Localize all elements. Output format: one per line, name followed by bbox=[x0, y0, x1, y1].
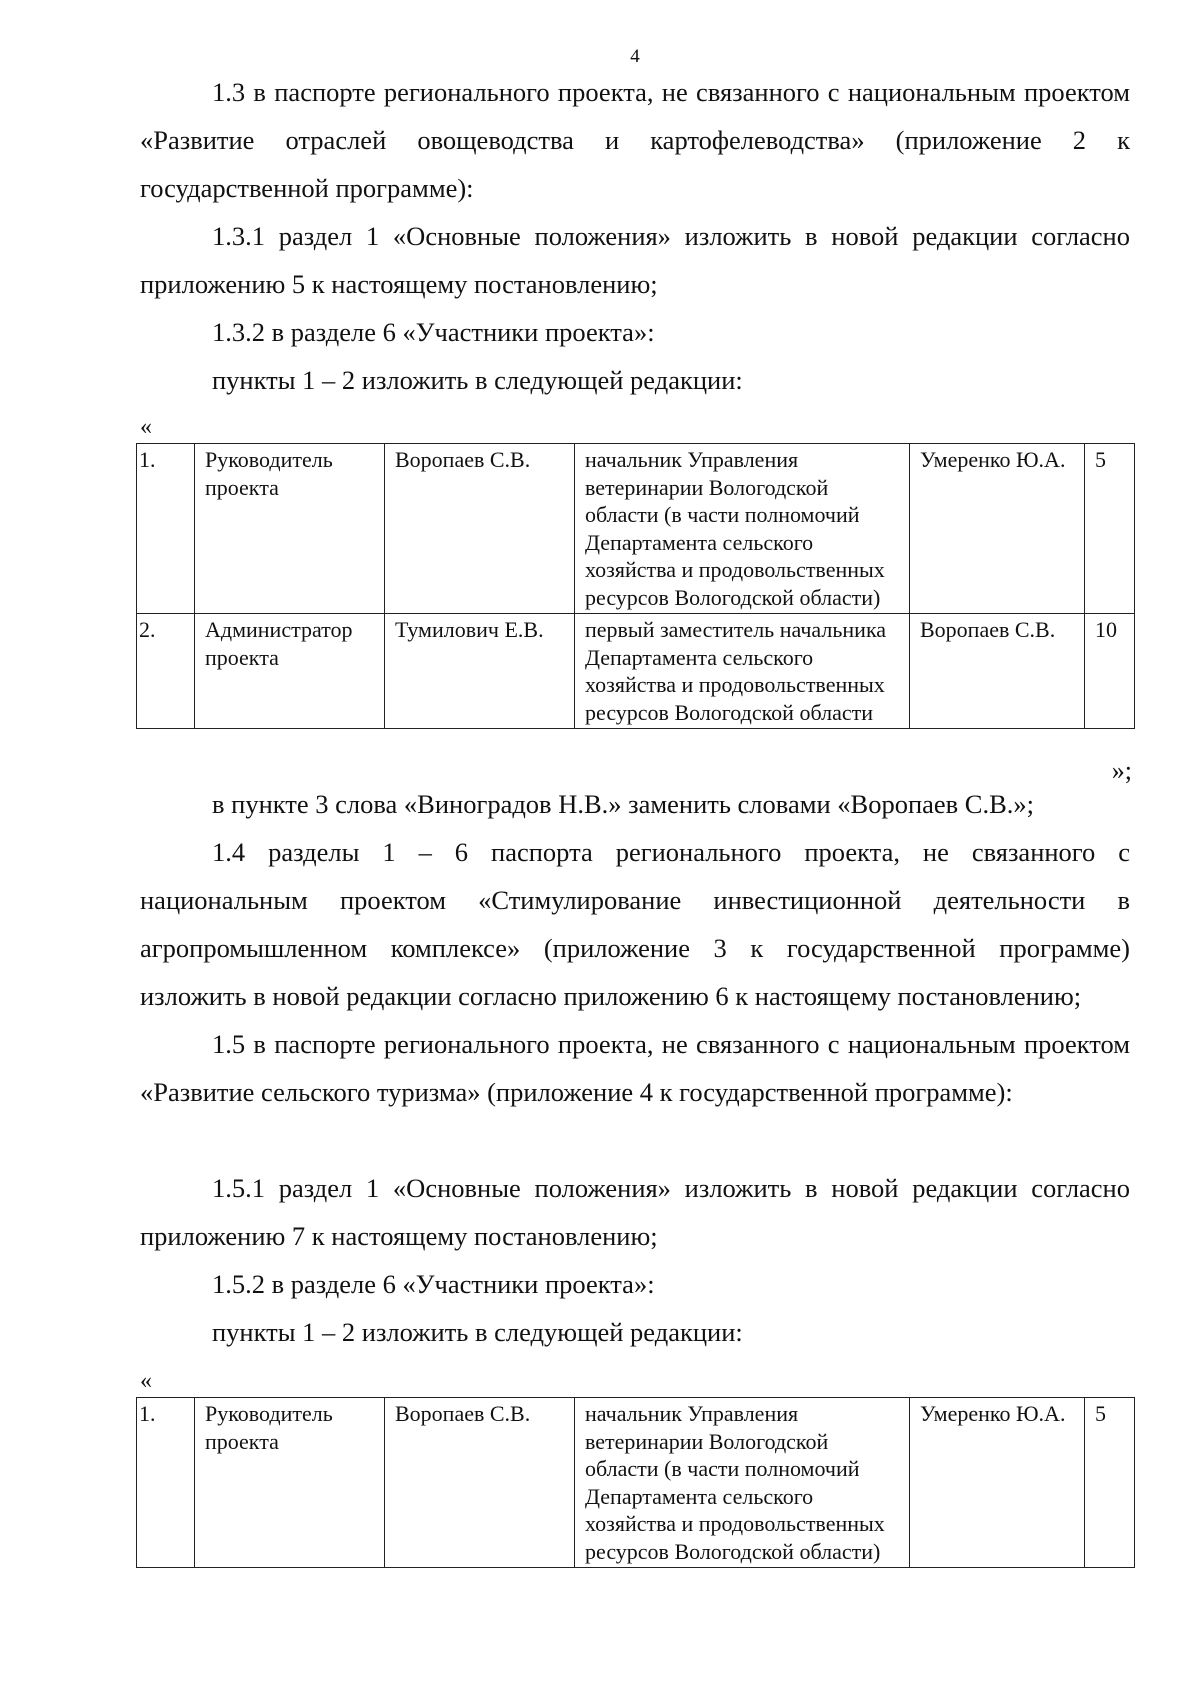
row-position: первый заместитель начальника Департамента сельского хозяйства и продовольственных ресурсов Вологодской области bbox=[575, 614, 910, 729]
paragraph-1-3-2: 1.3.2 в разделе 6 «Участники проекта»: bbox=[212, 317, 655, 347]
table-row bbox=[137, 614, 1135, 729]
paragraph-items-edit-2: пункты 1 – 2 изложить в следующей редакции: bbox=[212, 1317, 743, 1347]
paragraph-1-5: 1.5 в паспорте регионального проекта, не связанного с национальным проектом «Развитие сельского туризма» (приложение 4 к государственной программе): bbox=[140, 1029, 1130, 1107]
row-role: Администратор проекта bbox=[195, 614, 385, 729]
quote-close-1: »; bbox=[1111, 756, 1132, 785]
row-role: Руководитель проекта bbox=[195, 1398, 385, 1568]
paragraph-1-3: 1.3 в паспорте регионального проекта, не связанного с национальным проектом «Развитие отраслей овощеводства и картофелеводства» (приложение 2 к государственной программе): bbox=[140, 77, 1130, 203]
row-share: 5 bbox=[1085, 1398, 1135, 1568]
paragraph-item-3: в пункте 3 слова «Виноградов Н.В.» заменить словами «Воропаев С.В.»; bbox=[212, 789, 1035, 819]
row-role: Руководитель проекта bbox=[195, 444, 385, 614]
participants-table-1 bbox=[136, 443, 1135, 729]
paragraph-1-5-1: 1.5.1 раздел 1 «Основные положения» изложить в новой редакции согласно приложению 7 к настоящему постановлению; bbox=[140, 1173, 1130, 1251]
quote-open-2: « bbox=[140, 1368, 152, 1394]
row-number: 1. bbox=[137, 444, 195, 614]
participants-table-2 bbox=[136, 1397, 1135, 1568]
paragraph-1-3-1: 1.3.1 раздел 1 «Основные положения» изложить в новой редакции согласно приложению 5 к настоящему постановлению; bbox=[140, 221, 1130, 299]
row-position: начальник Управления ветеринарии Вологодской области (в части полномочий Департамента сельского хозяйства и продовольственных ресурсов Вологодской области) bbox=[575, 444, 910, 614]
quote-open-1: « bbox=[140, 414, 152, 440]
row-share: 5 bbox=[1085, 444, 1135, 614]
table-row bbox=[137, 1398, 1135, 1568]
paragraph-items-edit-1: пункты 1 – 2 изложить в следующей редакции: bbox=[212, 365, 743, 395]
row-name: Воропаев С.В. bbox=[385, 444, 575, 614]
row-position: начальник Управления ветеринарии Вологодской области (в части полномочий Департамента сельского хозяйства и продовольственных ресурсов Вологодской области) bbox=[575, 1398, 910, 1568]
paragraph-1-5-2: 1.5.2 в разделе 6 «Участники проекта»: bbox=[212, 1269, 655, 1299]
row-name: Тумилович Е.В. bbox=[385, 614, 575, 729]
row-name: Воропаев С.В. bbox=[385, 1398, 575, 1568]
row-share: 10 bbox=[1085, 614, 1135, 729]
page-number: 4 bbox=[630, 46, 640, 67]
table-row bbox=[137, 444, 1135, 614]
row-supervisor: Умеренко Ю.А. bbox=[910, 444, 1085, 614]
paragraph-1-4: 1.4 разделы 1 – 6 паспорта регионального проекта, не связанного с национальным проектом «Стимулирование инвестиционной деятельности в агропромышленном комплексе» (приложение 3 к государственной программе) изложить в новой редакции согласно приложению 6 к настоящему постановлению; bbox=[140, 837, 1130, 1011]
row-supervisor: Умеренко Ю.А. bbox=[910, 1398, 1085, 1568]
row-number: 2. bbox=[137, 614, 195, 729]
row-supervisor: Воропаев С.В. bbox=[910, 614, 1085, 729]
row-number: 1. bbox=[137, 1398, 195, 1568]
